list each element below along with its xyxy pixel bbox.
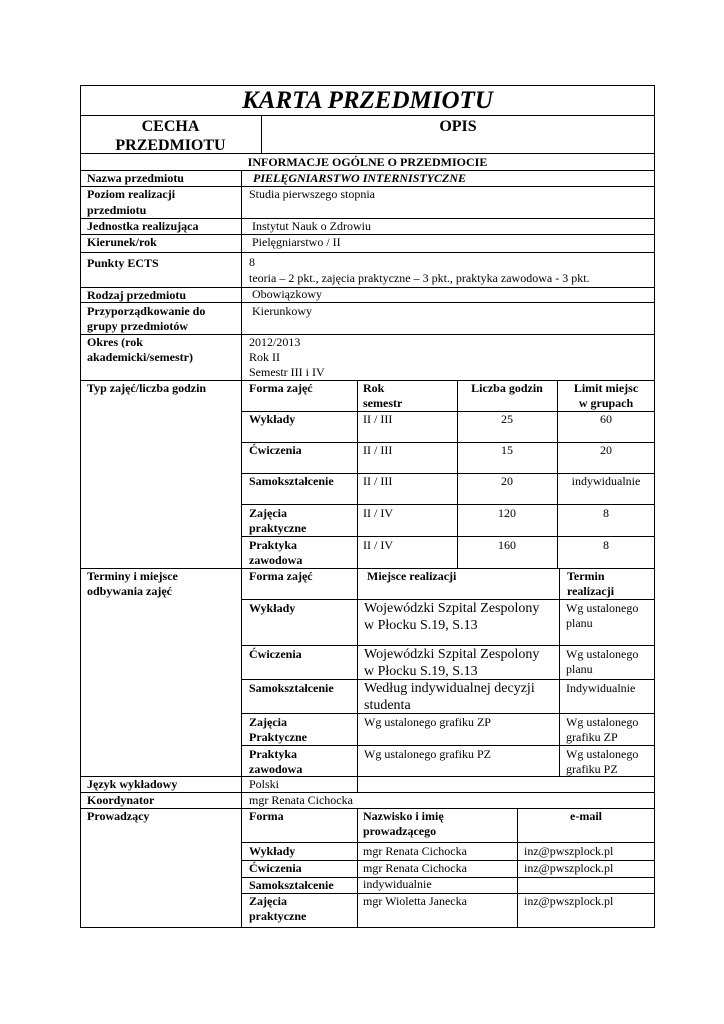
value-nazwa: PIELĘGNIARSTWO INTERNISTYCZNE: [253, 171, 467, 185]
divider: [357, 808, 358, 928]
typ-row-forma: Wykłady: [249, 412, 296, 426]
typ-row-limit: 20: [600, 443, 612, 457]
prowadzacy-header-nazwisko-1: Nazwisko i imię: [363, 809, 444, 823]
divider: [357, 776, 358, 792]
label-poziom-1: Poziom realizacji: [87, 187, 176, 201]
label-kierunek: Kierunek/rok: [87, 235, 157, 249]
typ-row-limit: indywidualnie: [571, 474, 641, 488]
typ-row-godziny: 160: [498, 538, 516, 552]
prowadzacy-row-nazwisko: mgr Wioletta Janecka: [363, 894, 467, 908]
typ-row-rok: II / III: [363, 443, 393, 457]
section-general-heading: INFORMACJE OGÓLNE O PRZEDMIOCIE: [247, 155, 488, 169]
terminy-header-miejsce: Miejsce realizacji: [367, 569, 457, 583]
terminy-row-termin-1: Wg ustalonego: [566, 747, 639, 761]
prowadzacy-header-forma: Forma: [249, 809, 284, 823]
terminy-row-forma: Wykłady: [249, 601, 296, 615]
prowadzacy-row-forma: Ćwiczenia: [249, 861, 302, 875]
typ-row-forma: Zajęcia: [249, 506, 287, 520]
label-przyporzadkowanie-2: grupy przedmiotów: [87, 319, 188, 333]
terminy-row-miejsce-2: w Płocku S.19, S.13: [364, 664, 478, 679]
typ-row-forma-2: zawodowa: [249, 553, 303, 567]
typ-row-godziny: 20: [501, 474, 513, 488]
terminy-row-forma: Ćwiczenia: [249, 647, 302, 661]
value-jednostka: Instytut Nauk o Zdrowiu: [252, 219, 371, 233]
terminy-row-termin-1: Indywidualnie: [566, 681, 636, 695]
divider: [241, 713, 655, 714]
prowadzacy-row-forma-2: praktyczne: [249, 909, 307, 923]
divider: [241, 504, 655, 505]
prowadzacy-row-nazwisko: indywidualnie: [363, 877, 432, 891]
terminy-row-termin-1: Wg ustalonego: [566, 715, 639, 729]
typ-row-rok: II / IV: [363, 506, 393, 520]
typ-header-rok-2: semestr: [363, 396, 403, 410]
divider: [241, 842, 655, 843]
document-title: KARTA PRZEDMIOTU: [242, 87, 493, 114]
value-okres-rok: Rok II: [249, 350, 280, 364]
divider: [241, 170, 242, 928]
typ-header-limit-2: w grupach: [578, 396, 634, 410]
label-poziom-2: przedmiotu: [87, 203, 147, 217]
typ-row-limit: 60: [600, 412, 612, 426]
label-terminy-2: odbywania zajęć: [87, 584, 172, 598]
divider: [517, 808, 518, 928]
prowadzacy-row-email: inz@pwszplock.pl: [524, 861, 614, 875]
typ-row-rok: II / III: [363, 412, 393, 426]
divider: [241, 536, 655, 537]
label-okres-1: Okres (rok: [87, 335, 143, 349]
label-ects: Punkty ECTS: [87, 256, 159, 270]
divider: [80, 334, 655, 335]
value-kierunek: Pielęgniarstwo / II: [252, 235, 341, 249]
typ-header-liczba: Liczba godzin: [471, 381, 543, 395]
terminy-row-miejsce-1: Wg ustalonego grafiku ZP: [364, 715, 491, 729]
typ-header-rok-1: Rok: [363, 381, 385, 395]
terminy-row-termin-2: planu: [566, 616, 593, 630]
label-nazwa: Nazwa przedmiotu: [87, 171, 184, 185]
value-rodzaj: Obowiązkowy: [252, 287, 322, 301]
terminy-row-forma: Praktyka: [249, 747, 297, 761]
label-jednostka: Jednostka realizująca: [87, 219, 199, 233]
terminy-row-miejsce-2: w Płocku S.19, S.13: [364, 618, 478, 633]
value-ects-breakdown: teoria – 2 pkt., zajęcia praktyczne – 3 pkt., praktyka zawodowa - 3 pkt.: [249, 271, 590, 285]
divider: [80, 252, 655, 253]
value-okres-semestr: Semestr III i IV: [249, 365, 325, 379]
divider: [241, 745, 655, 746]
prowadzacy-row-forma: Samokształcenie: [249, 878, 334, 892]
divider: [80, 302, 655, 303]
typ-row-limit: 8: [603, 538, 609, 552]
typ-row-godziny: 120: [498, 506, 516, 520]
terminy-row-miejsce-1: Wg ustalonego grafiku PZ: [364, 747, 491, 761]
terminy-row-miejsce-2: studenta: [364, 698, 411, 713]
value-poziom: Studia pierwszego stopnia: [249, 187, 375, 201]
header-cecha-line1: CECHA: [141, 118, 200, 135]
header-cecha-line2: PRZEDMIOTU: [115, 137, 226, 154]
value-koordynator: mgr Renata Cichocka: [249, 793, 353, 807]
value-okres-year: 2012/2013: [249, 335, 301, 349]
divider: [80, 792, 655, 793]
typ-header-limit-1: Limit miejsc: [573, 381, 639, 395]
terminy-row-forma: Zajęcia: [249, 715, 287, 729]
prowadzacy-header-nazwisko-2: prowadzącego: [363, 824, 437, 838]
terminy-row-termin-2: grafiku PZ: [566, 762, 618, 776]
prowadzacy-row-email: inz@pwszplock.pl: [524, 844, 614, 858]
terminy-header-forma: Forma zajęć: [249, 569, 313, 583]
value-przyporzadkowanie: Kierunkowy: [252, 304, 312, 318]
value-ects-points: 8: [249, 255, 255, 269]
prowadzacy-row-email: inz@pwszplock.pl: [524, 894, 614, 908]
prowadzacy-row-forma: Wykłady: [249, 844, 296, 858]
divider: [80, 234, 655, 235]
terminy-row-termin-2: planu: [566, 662, 593, 676]
value-jezyk: Polski: [249, 777, 280, 791]
typ-row-rok: II / IV: [363, 538, 393, 552]
typ-row-limit: 8: [603, 506, 609, 520]
typ-row-forma: Ćwiczenia: [249, 443, 302, 457]
terminy-row-miejsce-1: Wojewódzki Szpital Zespolony: [364, 601, 540, 616]
typ-row-forma-2: praktyczne: [249, 521, 307, 535]
terminy-row-termin-1: Wg ustalonego: [566, 647, 639, 661]
typ-row-godziny: 25: [501, 412, 513, 426]
terminy-row-forma-2: zawodowa: [249, 762, 303, 776]
typ-row-forma: Samokształcenie: [249, 474, 334, 488]
terminy-row-miejsce-1: Według indywidualnej decyzji: [364, 681, 535, 696]
divider: [357, 380, 358, 568]
terminy-header-termin-2: realizacji: [567, 584, 615, 598]
label-okres-2: akademicki/semestr): [87, 350, 193, 364]
divider: [80, 153, 655, 154]
label-terminy-1: Terminy i miejsce: [87, 569, 178, 583]
terminy-header-termin-1: Termin: [567, 569, 605, 583]
terminy-row-termin-2: grafiku ZP: [566, 730, 618, 744]
divider: [80, 115, 655, 116]
terminy-row-forma: Samokształcenie: [249, 681, 334, 695]
prowadzacy-header-email: e-mail: [570, 809, 602, 823]
typ-row-godziny: 15: [501, 443, 513, 457]
label-rodzaj: Rodzaj przedmiotu: [87, 288, 186, 302]
label-typ-zajec: Typ zajęć/liczba godzin: [87, 381, 207, 395]
terminy-row-termin-1: Wg ustalonego: [566, 601, 639, 615]
typ-row-forma: Praktyka: [249, 538, 297, 552]
prowadzacy-row-nazwisko: mgr Renata Cichocka: [363, 861, 467, 875]
label-koordynator: Koordynator: [87, 793, 155, 807]
prowadzacy-row-forma: Zajęcia: [249, 894, 287, 908]
label-przyporzadkowanie-1: Przyporządkowanie do: [87, 304, 206, 318]
header-opis: OPIS: [439, 118, 477, 135]
label-prowadzacy: Prowadzący: [87, 809, 150, 823]
label-jezyk: Język wykładowy: [87, 777, 178, 791]
typ-header-forma: Forma zajęć: [249, 381, 313, 395]
typ-row-rok: II / III: [363, 474, 393, 488]
terminy-row-miejsce-1: Wojewódzki Szpital Zespolony: [364, 647, 540, 662]
prowadzacy-row-nazwisko: mgr Renata Cichocka: [363, 844, 467, 858]
terminy-row-forma-2: Praktyczne: [249, 730, 307, 744]
